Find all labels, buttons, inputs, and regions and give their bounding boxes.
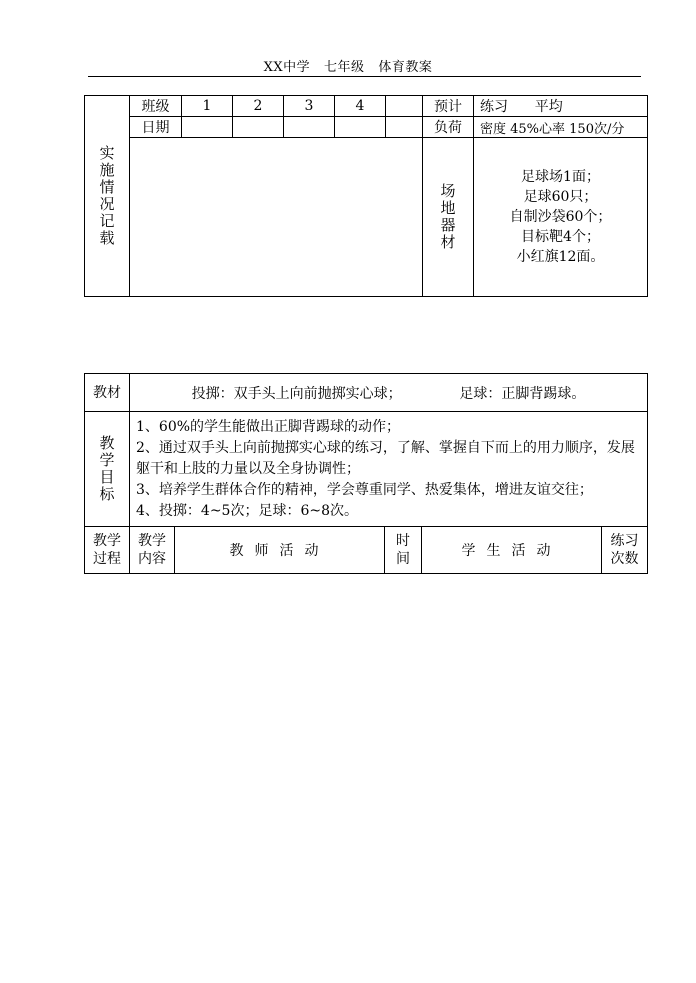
- date-cell-3: [284, 117, 335, 138]
- class-number-5: [386, 96, 423, 117]
- date-cell-4: [335, 117, 386, 138]
- column-teaching-process: 教学过程: [85, 527, 130, 574]
- header-divider: [88, 76, 641, 77]
- page-header-title: XX中学 七年级 体育教案: [263, 60, 433, 75]
- material-text: 投掷：双手头上向前抛掷实心球； 足球：正脚背踢球。: [130, 374, 648, 412]
- class-label: 班级: [130, 96, 182, 117]
- equipment-item: 自制沙袋60个；: [509, 209, 612, 225]
- class-number-2: 2: [233, 96, 284, 117]
- column-practice-count: 练习次数: [602, 527, 648, 574]
- goal-item: 2、通过双手头上向前抛掷实心球的练习，了解、掌握自下而上的用力顺序，发展躯干和上肢的力量以及全身协调性；: [136, 439, 635, 477]
- equipment-item: 小红旗12面。: [516, 249, 605, 265]
- goal-item: 4、投掷：4~5次；足球：6~8次。: [136, 502, 358, 519]
- column-time: 时间: [385, 527, 422, 574]
- equipment-item: 目标靶4个；: [521, 229, 600, 245]
- implementation-record-table: [84, 95, 648, 297]
- equipment-item: 足球60只；: [523, 189, 598, 205]
- expected-load-value-2: 密度 45%心率 150次/分: [474, 117, 648, 138]
- expected-load-label-2: 负荷: [423, 117, 474, 138]
- goal-item: 3、培养学生群体合作的精神，学会尊重同学、热爱集体，增进友谊交往；: [136, 481, 593, 498]
- venue-equipment-label: 场地器材: [423, 138, 474, 297]
- goal-item: 1、60%的学生能做出正脚背踢球的动作；: [136, 418, 401, 435]
- lesson-plan-table: [84, 373, 648, 574]
- date-label: 日期: [130, 117, 182, 138]
- teaching-goals-label: 教学目标: [85, 412, 130, 527]
- implementation-record-label: 实施情况记载: [85, 96, 130, 297]
- class-number-3: 3: [284, 96, 335, 117]
- teaching-goals-list: [130, 412, 648, 527]
- expected-load-label-1: 预计: [423, 96, 474, 117]
- expected-load-value-1: 练习 平均: [474, 96, 648, 117]
- column-student-activity: 学生活动: [422, 527, 602, 574]
- equipment-list: [474, 138, 648, 297]
- class-number-1: 1: [182, 96, 233, 117]
- date-cell-1: [182, 117, 233, 138]
- column-teacher-activity: 教师活动: [175, 527, 385, 574]
- date-cell-5: [386, 117, 423, 138]
- material-label: 教材: [85, 374, 130, 412]
- equipment-item: 足球场1面；: [521, 169, 600, 185]
- implementation-notes-area: [130, 138, 423, 297]
- date-cell-2: [233, 117, 284, 138]
- column-teaching-content: 教学内容: [130, 527, 175, 574]
- class-number-4: 4: [335, 96, 386, 117]
